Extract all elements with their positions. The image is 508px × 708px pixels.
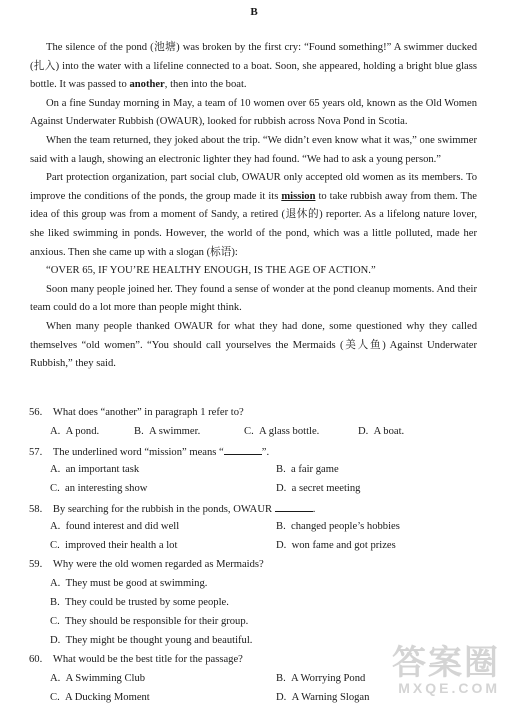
bold-keyword: another (129, 79, 165, 91)
option-56-c[interactable]: C. A glass bottle. (244, 426, 320, 437)
question-58-stem (29, 499, 479, 518)
question-58 (29, 499, 479, 556)
option-60-d[interactable]: D. A Warning Slogan (276, 692, 370, 703)
question-57-stem (29, 442, 479, 461)
question-56-options (29, 423, 479, 442)
option-57-b[interactable]: B. a fair game (276, 464, 339, 475)
paragraph-3 (30, 132, 477, 169)
option-58-d[interactable]: D. won fame and got prizes (276, 540, 396, 551)
question-58-options-row-1 (29, 518, 479, 537)
option-56-d[interactable]: D. A boat. (358, 426, 405, 437)
option-58-c[interactable]: C. improved their health a lot (50, 540, 178, 551)
question-57-stem-end: ”. (261, 447, 270, 458)
option-57-d[interactable]: D. a secret meeting (276, 483, 361, 494)
option-56-a[interactable]: A. A pond. (50, 426, 100, 437)
question-59-stem: 59. Why were the old women regarded as Mermaids? (29, 559, 264, 570)
option-59-c[interactable]: C. They should be responsible for their group. (50, 616, 249, 627)
question-56 (29, 404, 479, 442)
question-59 (29, 556, 479, 651)
option-56-b[interactable]: B. A swimmer. (134, 426, 201, 437)
option-58-b[interactable]: B. changed people’s hobbies (276, 521, 400, 532)
underlined-keyword: mission (281, 190, 316, 202)
paragraph-text: “OVER 65, IF YOU’RE HEALTHY ENOUGH, IS THE AGE OF ACTION.” (46, 265, 376, 277)
option-59-b[interactable]: B. They could be trusted by some people. (50, 597, 229, 608)
paragraph-1 (30, 39, 477, 95)
option-57-c[interactable]: C. an interesting show (50, 483, 148, 494)
question-57-options-row-2 (29, 480, 479, 499)
option-57-a[interactable]: A. an important task (50, 464, 140, 475)
option-60-c[interactable]: C. A Ducking Moment (50, 692, 150, 703)
option-60-b[interactable]: B. A Worrying Pond (276, 673, 366, 684)
answer-blank (224, 442, 262, 455)
site-watermark (392, 646, 500, 696)
paragraph-text: When the team returned, they joked about the trip. “We didn’t even know what it was,” one swimmer said with a laugh, showing an electronic lighter they had found. “We had to ask a young person.” (30, 134, 477, 165)
option-58-a[interactable]: A. found interest and did well (50, 521, 180, 532)
paragraph-text: , then into the boat. (164, 79, 247, 91)
question-58-options-row-2 (29, 537, 479, 556)
paragraph-7 (30, 318, 477, 374)
paragraph-6 (30, 281, 477, 318)
question-58-stem-text: 58. By searching for the rubbish in the ponds, OWAUR (29, 504, 275, 515)
paragraph-4 (30, 169, 477, 262)
paragraph-text: On a fine Sunday morning in May, a team of 10 women over 65 years old, known as the Old Women Against Underwater Rubbish (OWAUR), looked for rubbish across Nova Pond in Scotia. (30, 97, 477, 128)
paragraph-text: Part protection organization, part social club, OWAUR only accepted old women as its members. To improve the conditions of the ponds, the group made it its (30, 172, 477, 202)
option-60-a[interactable]: A. A Swimming Club (50, 673, 146, 684)
paragraph-text: Soon many people joined her. They found a sense of wonder at the pond cleanup moments. And their team could do a lot more than people might think. (30, 283, 477, 314)
paragraph-5 (30, 262, 477, 281)
question-57-stem-text: 57. The underlined word “mission” means “ (29, 447, 224, 458)
watermark-main: 答案圈 (392, 644, 500, 682)
question-57-options-row-1 (29, 461, 479, 480)
question-60-stem: 60. What would be the best title for the passage? (29, 654, 243, 665)
answer-blank (275, 499, 313, 512)
paragraph-text: When many people thanked OWAUR for what they had done, some questioned why they called themselves “old women”. “You should call yourselves the Mermaids (美人鱼) Against Underwater Rubbish,” they said. (30, 320, 477, 370)
paragraph-text: The silence of the pond (池塘) was broken by the first cry: “Found something!” A swimmer ducked (扎入) into the water with a lifeline connected to a boat. Soon, she appeared, holding a bright blue glass bottle. It was passed to (30, 42, 477, 91)
reading-passage (30, 39, 477, 374)
option-59-a[interactable]: A. They must be good at swimming. (50, 578, 208, 589)
paragraph-2 (30, 95, 477, 132)
paragraph-text: to take rubbish away from them. The idea of this group was from a moment of Sandy, a retired (退休的) reporter. As a lifelong nature lover, she liked swimming in ponds. However, the world of the pond, which was a little polluted, made her anxious. Then she came up with a slogan (标语): (30, 190, 477, 258)
question-57 (29, 442, 479, 499)
question-56-stem: 56. What does “another” in paragraph 1 refer to? (29, 407, 244, 418)
option-59-d[interactable]: D. They might be thought young and beautiful. (50, 635, 253, 646)
section-heading: B (250, 6, 258, 18)
question-58-stem-end: . (312, 504, 316, 515)
watermark-sub: MXQE.COM (398, 680, 500, 696)
